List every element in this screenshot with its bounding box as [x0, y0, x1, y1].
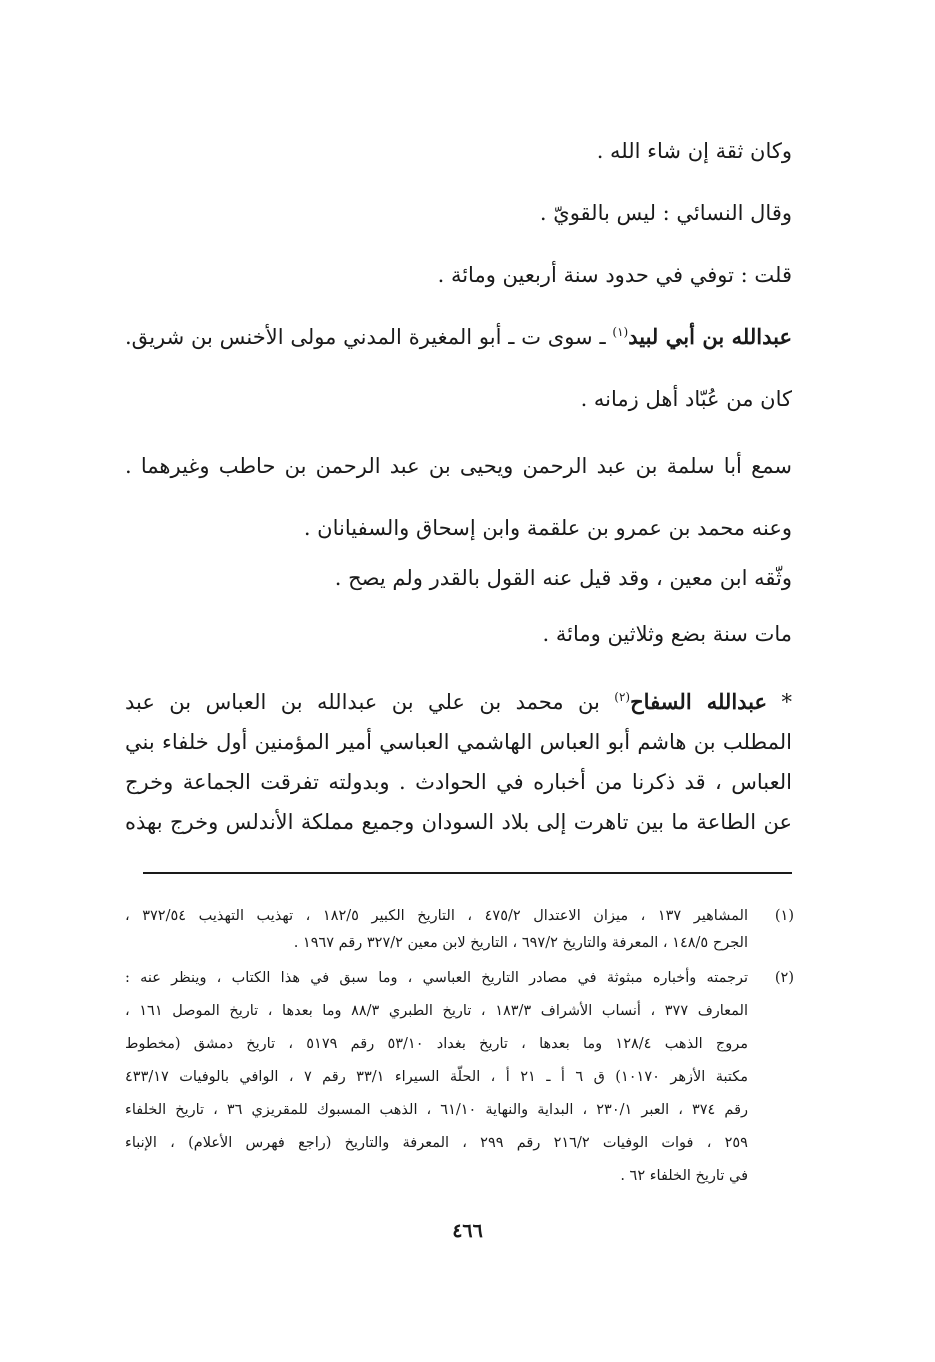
entry-name: عبدالله بن أبي لبيد: [628, 324, 792, 349]
footnote-2-line: [125, 1097, 792, 1123]
footnote-1-line: [125, 930, 792, 956]
footnote-2-line: [125, 1163, 792, 1189]
entry-heading-line: [125, 321, 792, 353]
footnote-ref: (٢): [614, 690, 631, 704]
text-line: وكان ثقة إن شاء الله .: [596, 139, 792, 163]
footnote-text: الجرح ١٤٨/٥ ، المعرفة والتاريخ ٦٩٧/٢ ، التاريخ لابن معين ٣٢٧/٢ رقم ١٩٦٧ .: [293, 935, 748, 951]
footnote-text: في تاريخ الخلفاء ٦٢ .: [620, 1168, 748, 1184]
entry-text: ـ سوى ت ـ أبو المغيرة المدني مولى الأخنس بن شريق.: [125, 325, 613, 349]
footnote-2-line: [125, 998, 792, 1024]
footnote-text: المعارف ٣٧٧ ، أنساب الأشراف ١٨٣/٣ ، تاريخ الطبري ٨٨/٣ وما بعدها ، تاريخ الموصل ١٦١ ،: [125, 1003, 748, 1019]
entry-marker: *: [767, 690, 792, 714]
text-line: قلت : توفي في حدود سنة أربعين ومائة .: [437, 263, 792, 287]
entry-name: عبدالله السفاح: [630, 689, 768, 714]
text-line: كان من عُبّاد أهل زمانه .: [580, 387, 792, 411]
text-line: العباس ، قد ذكرنا من أخباره في الحوادث . وبدولته تفرقت الجماعة وخرج: [125, 770, 792, 794]
text-line: وثّقه ابن معين ، وقد قيل عنه القول بالقدر ولم يصح .: [334, 566, 792, 590]
footnote-number: (١): [774, 908, 794, 924]
footnote-2-line: [125, 965, 792, 991]
footnote-1-line: [125, 903, 792, 929]
entry-text: بن محمد بن علي بن عبدالله بن العباس بن عبد: [125, 690, 615, 714]
footnote-text: ٢٥٩ ، فوات الوفيات ٢١٦/٢ رقم ٢٩٩ ، المعرفة والتاريخ (راجع فهرس الأعلام) ، الإنباء: [125, 1135, 748, 1151]
page-number: ٤٦٦: [452, 1220, 483, 1242]
text-line: وعنه محمد بن عمرو بن علقمة وابن إسحاق والسفيانان .: [303, 516, 792, 540]
footnote-text: مروج الذهب ١٢٨/٤ وما بعدها ، تاريخ بغداد ٥٣/١٠ رقم ٥١٧٩ ، تاريخ دمشق (مخطوط: [125, 1036, 748, 1052]
footnote-ref: (١): [612, 325, 629, 339]
footnote-number: (٢): [774, 970, 794, 986]
footnote-divider: [143, 872, 792, 874]
footnote-text: رقم ٣٧٤ ، العبر ٢٣٠/١ ، البداية والنهاية ٦١/١٠ ، الذهب المسبوك للمقريزي ٣٦ ، تاريخ الخلفاء: [125, 1102, 749, 1118]
footnote-2-line: [125, 1130, 792, 1156]
footnote-text: المشاهير ١٣٧ ، ميزان الاعتدال ٤٧٥/٢ ، التاريخ الكبير ١٨٢/٥ ، تهذيب التهذيب ٣٧٢/٥٤ ،: [125, 908, 748, 924]
entry-heading-line: [125, 686, 792, 718]
text-line: عن الطاعة ما بين تاهرت إلى بلاد السودان وجميع مملكة الأندلس وخرج بهذه: [125, 810, 792, 834]
footnote-text: ترجمته وأخباره مبثوثة في مصادر التاريخ العباسي ، وما سبق في هذا الكتاب ، وينظر عنه :: [125, 970, 748, 986]
text-line: المطلب بن هاشم أبو العباس الهاشمي العباسي أمير المؤمنين أول خلفاء بني: [125, 730, 792, 754]
text-line: مات سنة بضع وثلاثين ومائة .: [542, 622, 792, 646]
text-line: وقال النسائي : ليس بالقويّ .: [539, 201, 792, 225]
text-line: سمع أبا سلمة بن عبد الرحمن ويحيى بن عبد الرحمن بن حاطب وغيرهما .: [125, 454, 792, 478]
footnote-2-line: [125, 1031, 792, 1057]
footnote-2-line: [125, 1064, 792, 1090]
footnote-text: مكتبة الأزهر ١٠١٧٠) ق ٦ أ ـ ٢١ أ ، الحلّة السيراء ٣٣/١ رقم ٧ ، الوافي بالوفيات ٤٣٣/١٧: [125, 1069, 749, 1085]
